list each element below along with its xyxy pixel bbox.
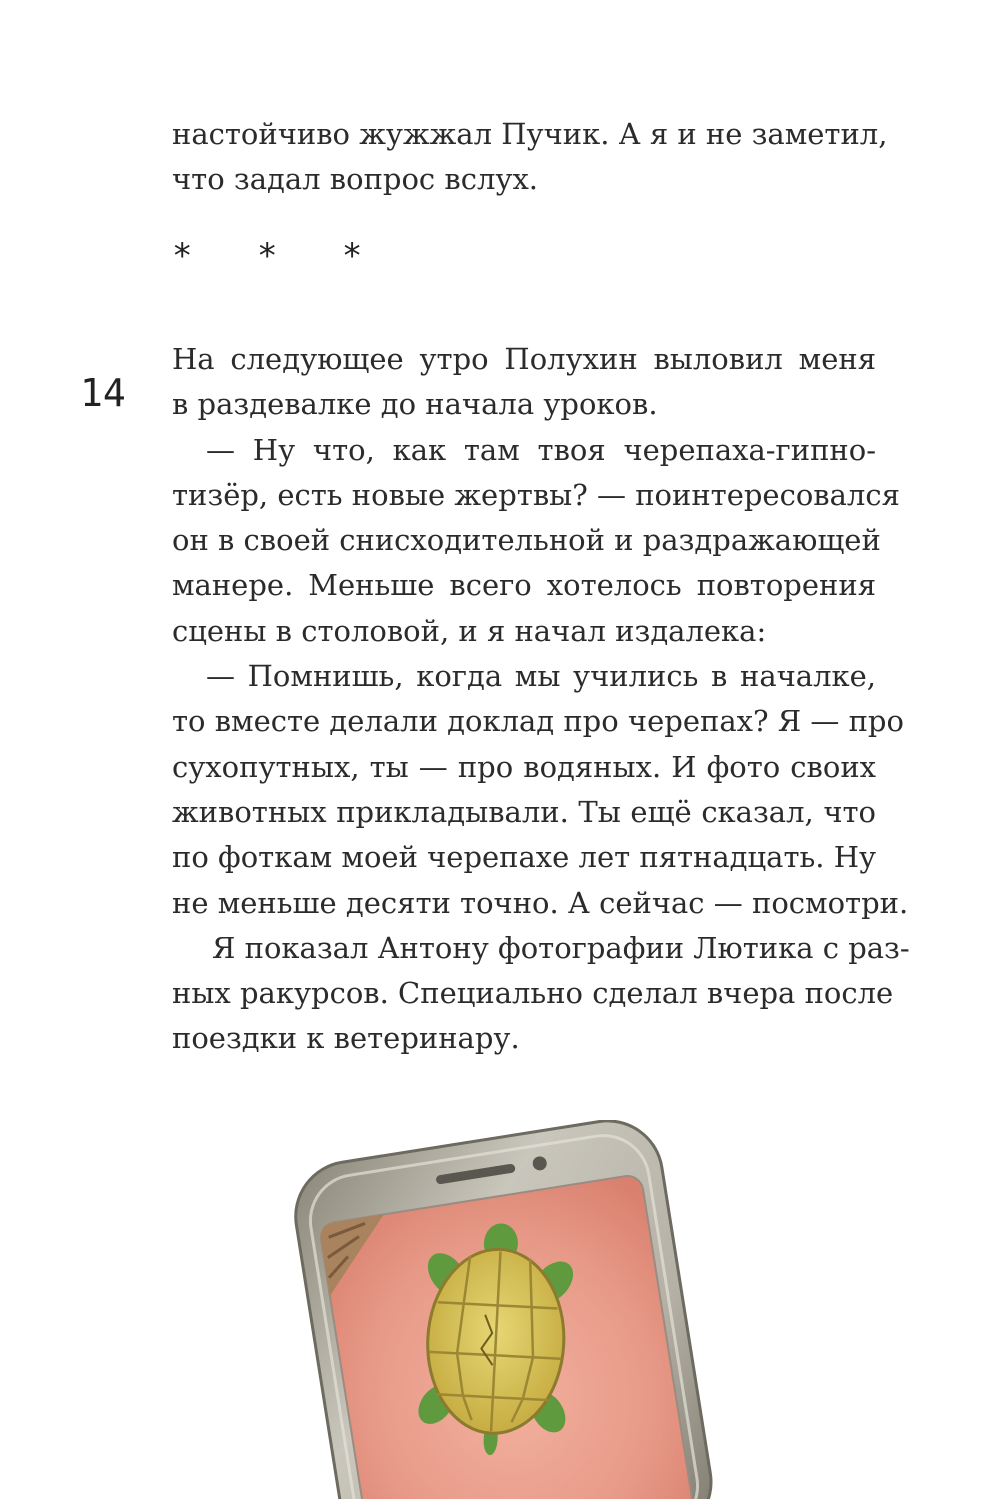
section-separator: * * *	[172, 236, 385, 276]
text-line: то вместе делали доклад про черепах? Я — про	[172, 704, 904, 739]
text-line: — Ну что, как там твоя черепаха-гипно-	[206, 432, 876, 467]
text-line: сцены в столовой, и я начал издалека:	[172, 613, 767, 648]
text-line: Я показал Антону фотографии Лютика с раз-	[212, 930, 910, 965]
text-line: На следующее утро Полухин выловил меня	[172, 342, 876, 376]
phone-with-turtle-photo-icon	[280, 1120, 720, 1499]
text-line: что задал вопрос вслух.	[172, 162, 539, 197]
text-line: по фоткам моей черепахе лет пятнадцать. Ну	[172, 840, 877, 875]
text-line: не меньше десяти точно. А сейчас — посмотри.	[172, 885, 909, 920]
text-line: сухопутных, ты — про водяных. И фото своих	[172, 749, 876, 784]
text-block-top	[172, 112, 888, 203]
text-line: поездки к ветеринару.	[172, 1021, 520, 1056]
text-line: — Помнишь, когда мы учились в началке,	[206, 659, 876, 694]
text-line: в раздевалке до начала уроков.	[172, 387, 658, 422]
page-number: 14	[80, 371, 126, 415]
text-line: он в своей снисходительной и раздражающей	[172, 523, 881, 558]
text-line: животных прикладывали. Ты ещё сказал, что	[172, 794, 876, 829]
text-line: ных ракурсов. Специально сделал вчера после	[172, 976, 894, 1011]
text-block-main	[172, 337, 910, 1062]
text-line: тизёр, есть новые жертвы? — поинтересовался	[172, 477, 900, 512]
text-line: настойчиво жужжал Пучик. А я и не заметил,	[172, 117, 888, 151]
text-line: манере. Меньше всего хотелось повторения	[172, 568, 876, 603]
